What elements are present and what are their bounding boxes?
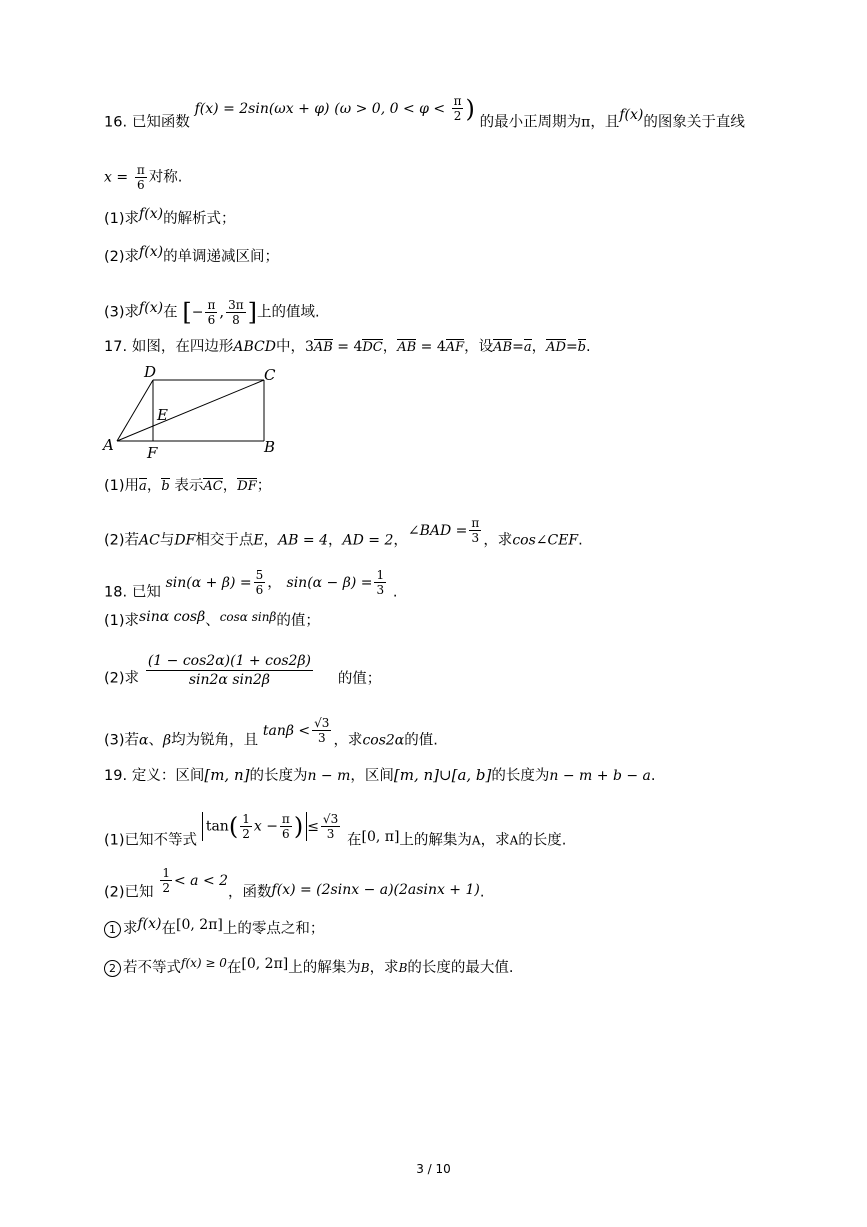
q16-line1: 16. 已知函数 f(x) = 2sin(ωx + φ) (ω > 0, 0 < φ < $\frac{\pi}{2}$ ) 的最小正周期为π，且f(x)的图象关于直线: [104, 94, 745, 131]
q16-part2: (2)求f(x)的单调递减区间；: [104, 244, 280, 265]
q19-stem: 19. 定义：区间[m, n]的长度为n − m，区间[m, n]∪[a, b]的长度为n − m + b − a.: [104, 766, 656, 784]
q17-stem: 17. 如图，在四边形ABCD中，3AB = 4DC，AB = 4AF，设AB=a，AD=b.: [104, 339, 591, 355]
q16-num: 16.: [104, 114, 128, 131]
q16-part1: (1)求f(x)的解析式；: [104, 206, 236, 227]
q16-line2: [104, 163, 182, 192]
q19-part1: (1)已知不等式 tan( $\frac{1}{2}$ x − $\frac{\pi}{6}$ ) ≤ $\frac{√3}{3}$ 在[0, π]上的解集为A，求A的长度.: [104, 812, 567, 849]
q16-func: f(x) = 2sin(ωx + φ): [194, 100, 330, 117]
circled-one: 1: [104, 921, 121, 938]
q18-part3: (3)若α、β均为锐角，且 tanβ < $\frac{√3}{3}$ ，求cos2α的值.: [104, 716, 438, 749]
label-B: B: [264, 438, 276, 456]
q18-part1: (1)求sinα cosβ、$^{cos\alpha sin\beta}$的值；: [104, 609, 320, 629]
q16-pi6: $\frac{\pi}{6}$: [136, 163, 145, 192]
circled-two: 2: [104, 960, 121, 977]
q16-fx: f(x): [619, 106, 644, 123]
label-C: C: [264, 366, 276, 384]
figure-lines: [117, 380, 264, 441]
q16-intro: 已知函数: [131, 114, 190, 131]
label-E: E: [157, 406, 168, 424]
quadrilateral-figure: [100, 362, 290, 462]
q18-part2: (2)求 $\frac{(1 - \cos 2\alpha)(1 + \cos 2\beta)}{\text{sin2α sin2β}}$ 的值；: [104, 653, 382, 688]
diagonal-AC: [117, 380, 264, 441]
label-A: A: [103, 436, 114, 454]
q17-part2: (2)若AC与DF相交于点E，AB = 4，AD = 2，∠BAD = $\frac{\pi}{3}$ ，求cos∠CEF.: [104, 516, 583, 549]
q16-part3: (3)求f(x)在 [− $\frac{\pi}{6}$ , $\frac{3\pi}{8}$ ]上的值域.: [104, 298, 320, 327]
q16-sym: 的图象关于直线: [643, 114, 745, 131]
q16-and: ，且: [590, 114, 620, 131]
q16-pi2: $\frac{\pi}{2}$: [453, 94, 462, 123]
q16-cond: (ω > 0, 0 < φ <: [334, 100, 450, 117]
q18-stem: 18. 已知 sin(α + β) = $\frac{5}{6}$ ， sin(α − β) = $\frac{1}{3}$ .: [104, 568, 398, 601]
label-F: F: [147, 444, 158, 462]
q16-period: π: [581, 114, 591, 131]
q19-part2: (2)已知 $\frac{1}{2}$ < a < 2，函数f(x) = (2sinx − a)(2asinx + 1).: [104, 866, 485, 901]
page-number: 3 / 10: [416, 1162, 451, 1176]
q16-after: 的最小正周期为: [479, 114, 582, 131]
q19-sub2: 2 若不等式$^{f(x) \ge 0}$在[0, 2π]上的解集为B，求B的长度的最大值.: [104, 957, 514, 978]
label-D: D: [144, 363, 157, 381]
q16-xeq: x =: [104, 169, 129, 186]
q17-part1: (1)用a，b 表示AC，DF；: [104, 478, 272, 494]
q19-sub1: 1 求f(x)在[0, 2π]上的零点之和；: [104, 918, 324, 939]
q16-duicheng: 对称.: [148, 169, 183, 186]
edge-AD: [117, 380, 153, 441]
